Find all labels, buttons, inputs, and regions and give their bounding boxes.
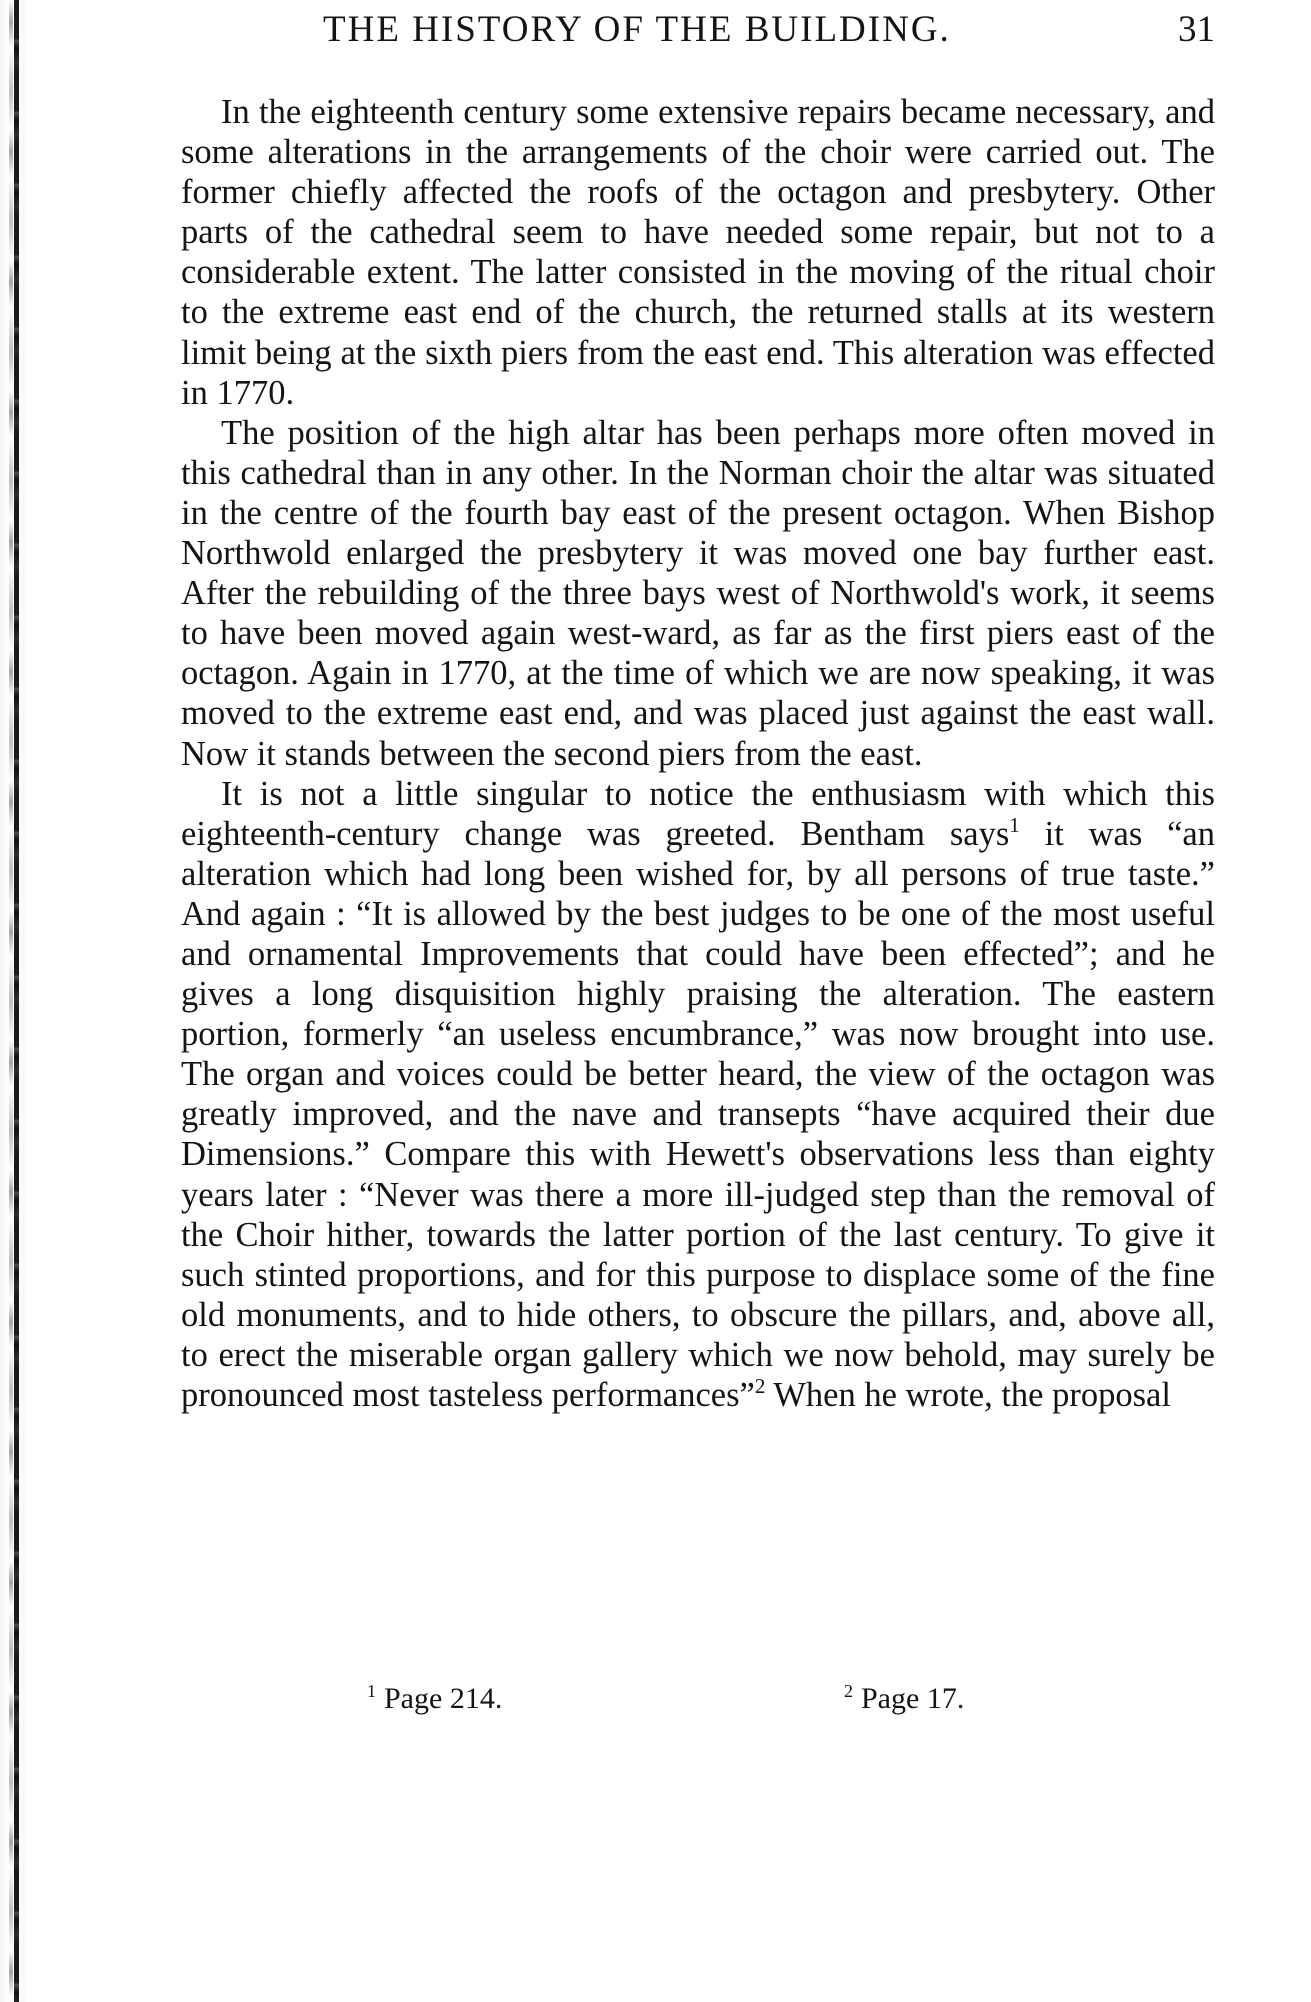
running-head-title: THE HISTORY OF THE BUILDING. [323,9,951,50]
page-gutter [0,0,26,2002]
paragraph-1: In the eighteenth century some extensive repairs became necessary, and some alterations in the arrangements of the choir were carried out. The former chiefly affected the roofs of the octagon and presbytery. Other parts of the cathedral seem to have needed some repair, but not to a considerable extent. The latter consisted in the moving of the ritual choir to the extreme east end of the church, the returned stalls at its western limit being at the sixth piers from the east end. This alteration was effected in 1770. [181,93,1215,412]
footnotes [181,1677,1215,1721]
binding-edge [14,0,19,2002]
footnote-1-marker: 1 [367,1681,376,1701]
binding-shadow [9,0,13,2002]
page-number: 31 [1178,9,1215,50]
paragraph-3-text-a: It is not a little singular to notice the enthusiasm with which this eighteenth-century change was greeted. Bentham says [181,774,1215,853]
footnote-ref-2: 2 [754,1374,766,1398]
footnote-ref-1: 1 [1009,812,1020,837]
footnote-2 [844,1677,964,1721]
footnote-1 [367,1677,502,1721]
footnote-2-text: Page 17. [861,1682,965,1715]
paragraph-2: The position of the high altar has been perhaps more often moved in this cathedral than in any other. In the Norman choir the altar was situated in the centre of the fourth bay east of the present octagon. When Bishop Northwold enlarged the presbytery it was moved one bay further east. After the rebuilding of the three bays west of Northwold's work, it seems to have been moved again west-ward, as far as the first piers east of the octagon. Again in 1770, at the time of which we are now speaking, it was moved to the extreme east end, and was placed just against the east wall. Now it stands between the second piers from the east. [181,413,1215,773]
footnote-1-text: Page 214. [384,1682,503,1715]
footnote-2-marker: 2 [844,1681,853,1701]
body-text [181,92,1215,1415]
running-head [181,6,1215,54]
paragraph-3-text-c: When he wrote, the proposal [765,1376,1171,1414]
paragraph-3-text-b: it was “an alteration which had long been wished for, by all persons of true taste.” And again : “It is allowed by the best judges to be one of the most useful and ornamental Improvements that could have been effected”; and he gives a long disquisition highly praising the alteration. The eastern portion, formerly “an useless encumbrance,” was now brought into use. The organ and voices could be better heard, the view of the octagon was greatly improved, and the nave and transepts “have acquired their due Dimensions.” Compare this with Hewett's observations less than eighty years later : “Never was there a more ill-judged step than the removal of the Choir hither, towards the latter portion of the last century. To give it such stinted proportions, and for this purpose to displace some of the fine old monuments, and to hide others, to obscure the pillars, and, above all, to erect the miserable organ gallery which we now behold, may surely be pronounced most tasteless performances” [181,814,1215,1414]
paragraph-3 [181,774,1215,1416]
